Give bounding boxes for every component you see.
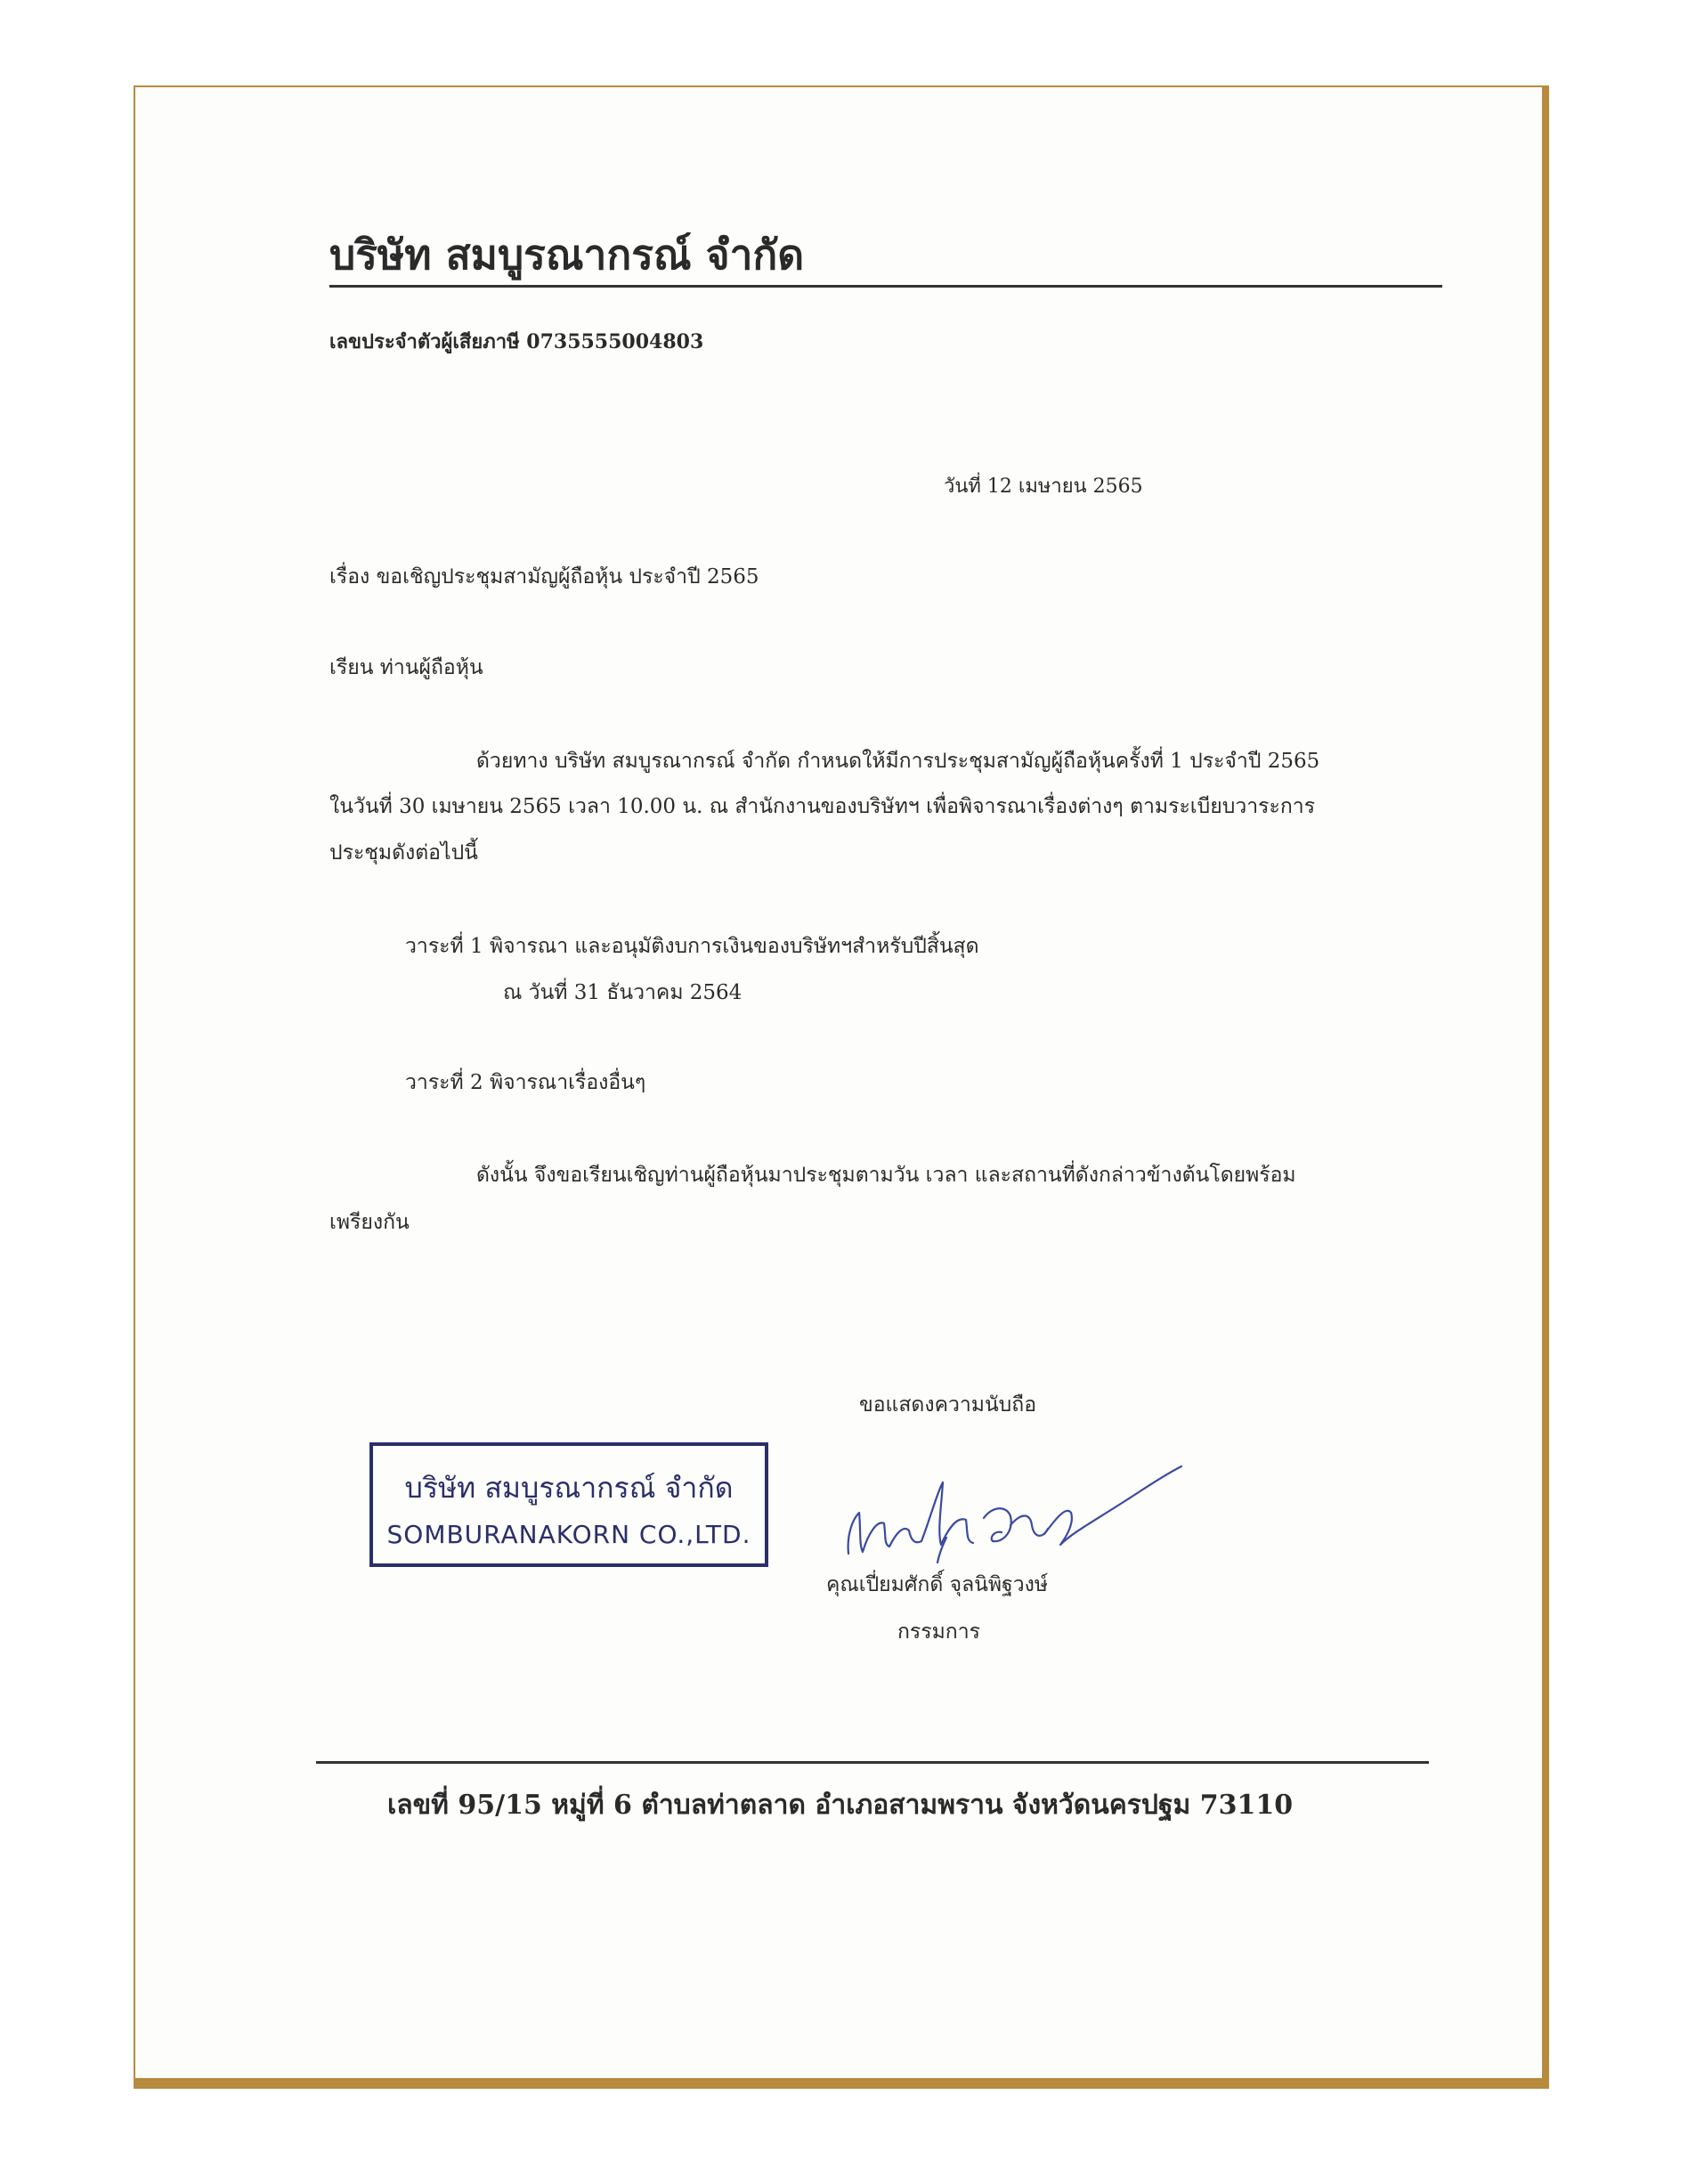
agenda-item-1-continued: ณ วันที่ 31 ธันวาคม 2564	[503, 981, 743, 1004]
letter-salutation: เรียน ท่านผู้ถือหุ้น	[329, 656, 483, 679]
body-line: ด้วยทาง บริษัท สมบูรณากรณ์ จำกัด กำหนดให้มีการประชุมสามัญผู้ถือหุ้นครั้งที่ 1 ประจำปี 2565	[476, 750, 1320, 773]
handwritten-signature	[832, 1420, 1189, 1571]
body-line: ประชุมดังต่อไปนี้	[329, 841, 478, 865]
signer-title: กรรมการ	[897, 1620, 980, 1644]
agenda-item-2: วาระที่ 2 พิจารณาเรื่องอื่นๆ	[405, 1071, 646, 1094]
header-divider	[329, 285, 1442, 288]
agenda-item-1: วาระที่ 1 พิจารณา และอนุมัติงบการเงินของบริษัทฯสำหรับปีสิ้นสุด	[405, 935, 979, 958]
company-address: เลขที่ 95/15 หมู่ที่ 6 ตำบลท่าตลาด อำเภอสามพราน จังหวัดนครปฐม 73110	[387, 1790, 1294, 1821]
signer-name: คุณเปี่ยมศักดิ์ จุลนิพิฐวงษ์	[826, 1573, 1049, 1596]
tax-id: เลขประจำตัวผู้เสียภาษี 0735555004803	[329, 330, 704, 353]
body-line: ในวันที่ 30 เมษายน 2565 เวลา 10.00 น. ณ สำนักงานของบริษัทฯ เพื่อพิจารณาเรื่องต่างๆ ตามระเบียบวาระการ	[329, 795, 1316, 818]
letter-page	[135, 87, 1542, 2078]
closing-line: ดังนั้น จึงขอเรียนเชิญท่านผู้ถือหุ้นมาประชุมตามวัน เวลา และสถานที่ดังกล่าวข้างต้นโดยพร้อม	[476, 1164, 1296, 1187]
footer-divider	[316, 1761, 1429, 1764]
closing-line: เพรียงกัน	[329, 1211, 410, 1234]
company-stamp	[369, 1442, 768, 1567]
letter-date: วันที่ 12 เมษายน 2565	[944, 475, 1143, 498]
letter-subject: เรื่อง ขอเชิญประชุมสามัญผู้ถือหุ้น ประจำปี 2565	[329, 565, 759, 589]
stamp-english-name: SOMBURANAKORN CO.,LTD.	[386, 1520, 751, 1549]
company-name-heading: บริษัท สมบูรณากรณ์ จำกัด	[329, 231, 805, 279]
closing-regards: ขอแสดงความนับถือ	[859, 1393, 1037, 1417]
stamp-thai-name: บริษัท สมบูรณากรณ์ จำกัด	[404, 1471, 734, 1505]
